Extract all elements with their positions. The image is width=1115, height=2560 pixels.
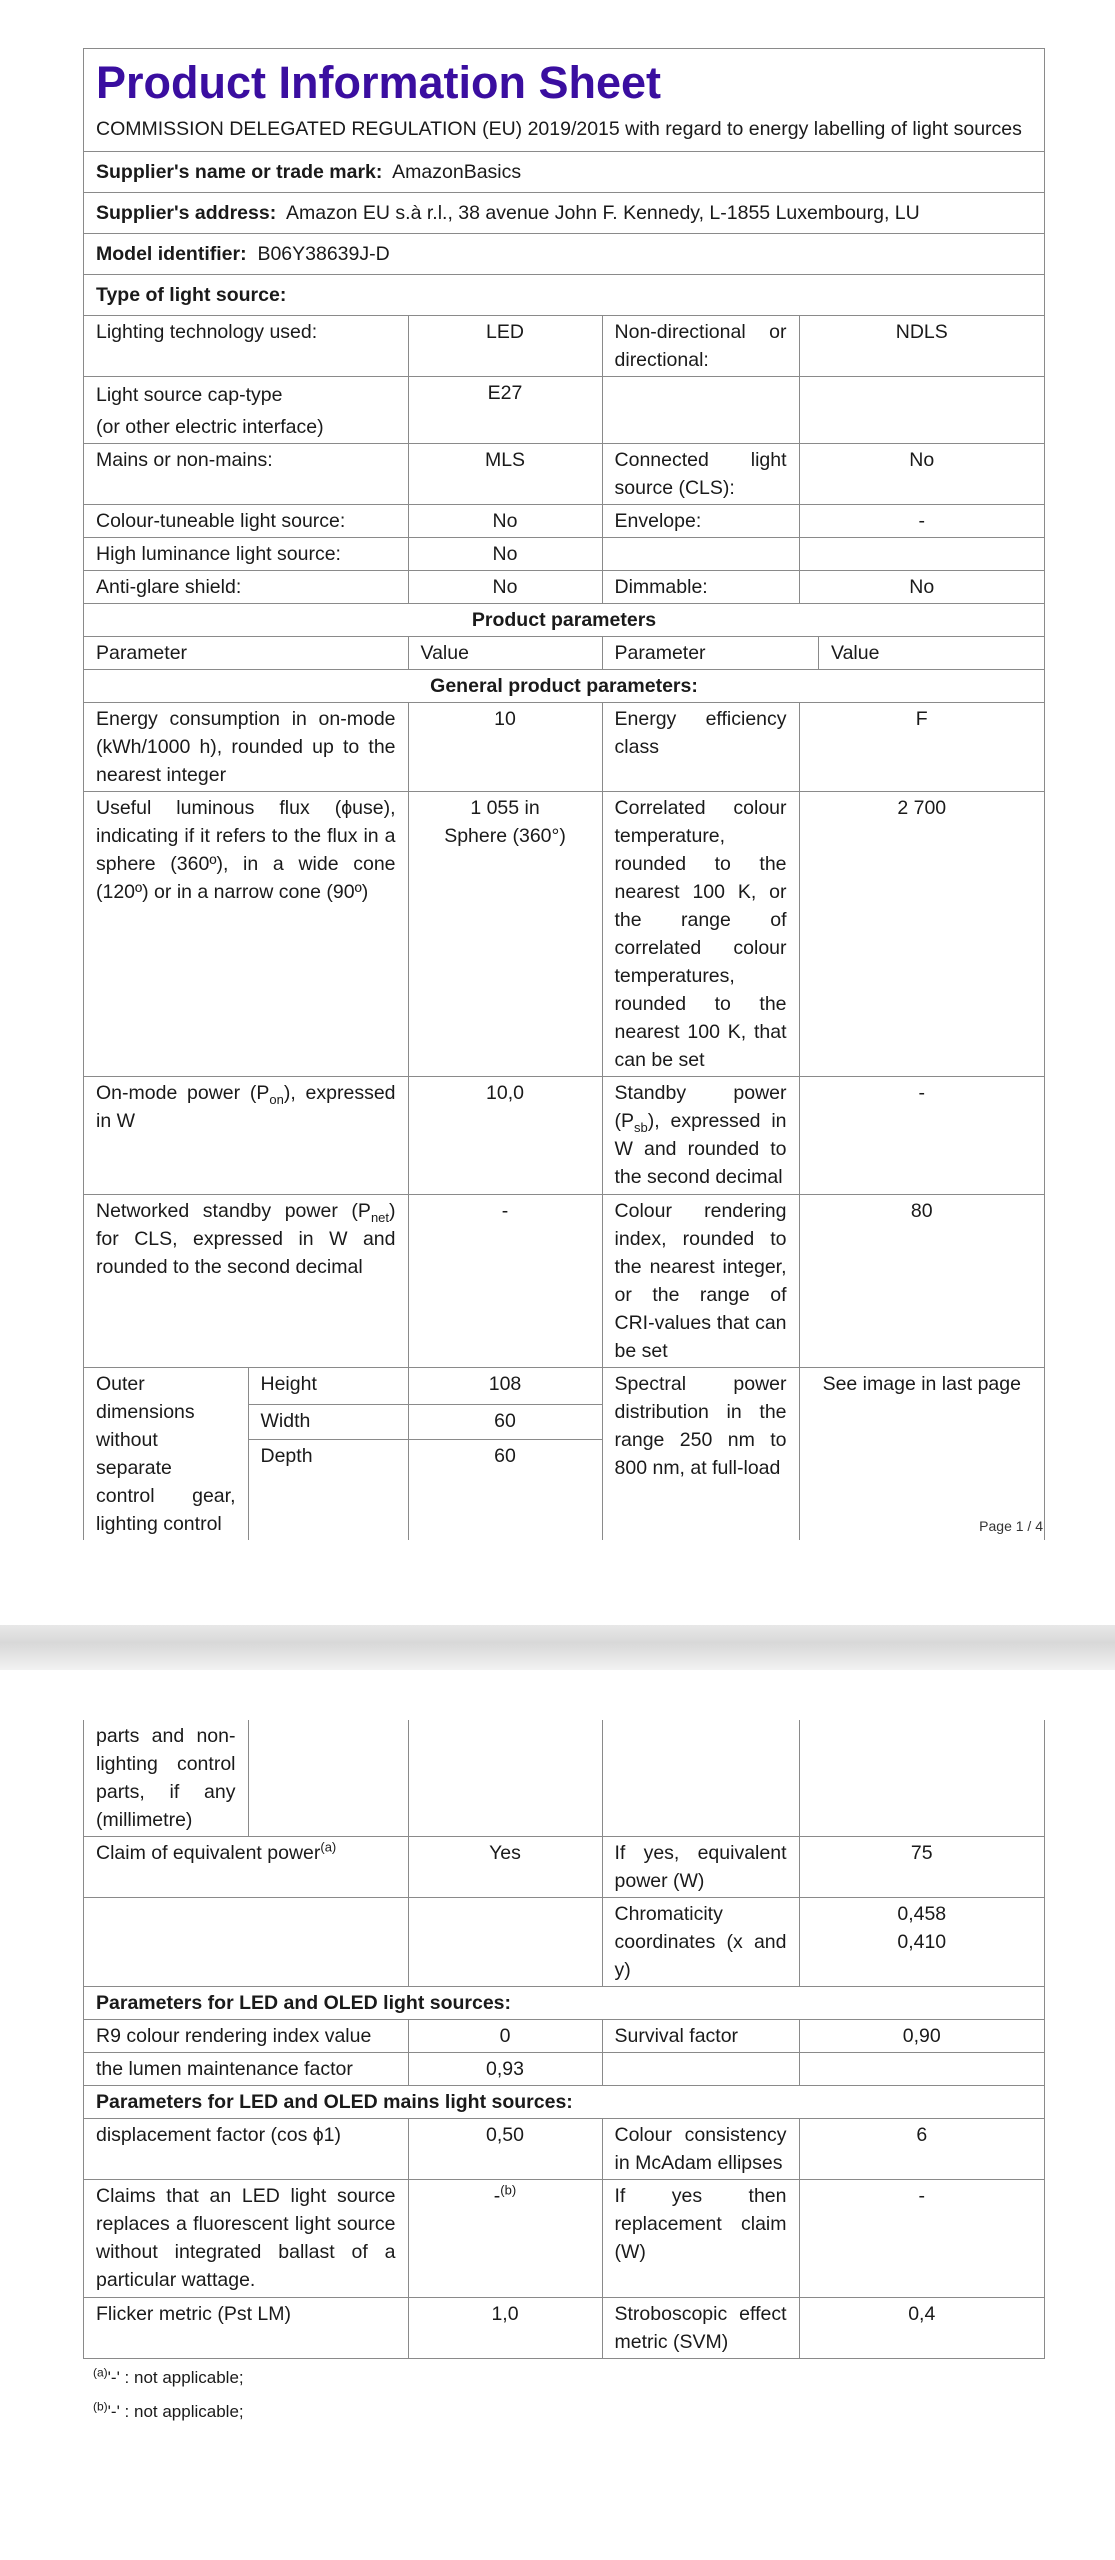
outer-dimensions-label-continued: parts and non-lighting control parts, if any (millimetre): [84, 1720, 248, 1837]
empty-cell: [799, 1720, 1044, 1837]
survival-factor-label: Survival factor: [602, 2020, 799, 2053]
parameters-table-part-2: [84, 1720, 1044, 2359]
standby-power-label-part: ), expressed in W and rounded to the second decimal: [614, 1110, 787, 1188]
info-sheet-part-1: [83, 48, 1045, 1540]
spectral-distribution-value: See image in last page: [799, 1368, 1044, 1541]
table-row: [84, 792, 1044, 1077]
dimmable-label: Dimmable:: [602, 571, 799, 604]
equivalent-power-claim-value: Yes: [408, 1837, 602, 1898]
column-header-parameter-2: Parameter: [603, 637, 819, 669]
colour-rendering-label: Colour rendering index, rounded to the nearest integer, or the range of CRI-values that can be set: [602, 1195, 799, 1368]
chromaticity-value: [799, 1898, 1044, 1987]
equivalent-power-claim-text: Claim of equivalent power: [96, 1842, 321, 1864]
luminous-flux-label: Useful luminous flux (ϕuse), indicating if it refers to the flux in a sphere (360º), in a wide cone (120º) or in a narrow cone (90º): [84, 792, 408, 1077]
column-header-pair: [602, 637, 1044, 670]
standby-power-label-part: Standby power (P: [614, 1082, 787, 1132]
page-separator: [0, 1625, 1115, 1670]
empty-cell: [602, 1720, 799, 1837]
cap-type-label: [84, 377, 408, 444]
colour-consistency-label: Colour consistency in McAdam ellipses: [602, 2119, 799, 2180]
spectral-distribution-label: Spectral power distribution in the range 250 nm to 800 nm, at full-load: [602, 1368, 799, 1541]
supplier-name-label: Supplier's name or trade mark:: [96, 161, 383, 183]
height-value: 108: [409, 1368, 602, 1405]
dimmable-value: No: [799, 571, 1044, 604]
networked-standby-label-part: Networked standby power (P: [96, 1200, 371, 1222]
empty-cell: [602, 538, 799, 571]
footnote-mark-b: (b): [500, 2182, 517, 2198]
general-parameters-heading: General product parameters:: [84, 670, 1044, 703]
table-row: [84, 2053, 1044, 2086]
cls-label: Connected light source (CLS):: [602, 444, 799, 505]
directional-label: Non-directional or directional:: [602, 316, 799, 377]
dimension-values-cell: [408, 1368, 602, 1541]
led-parameters-heading: Parameters for LED and OLED light sources:: [84, 1987, 1044, 2020]
high-luminance-value: No: [408, 538, 602, 571]
table-row: [84, 2086, 1044, 2119]
table-row: [84, 1987, 1044, 2020]
energy-class-label: Energy efficiency class: [602, 703, 799, 792]
networked-standby-value: -: [408, 1195, 602, 1368]
width-value: 60: [409, 1405, 602, 1440]
standby-power-label: [602, 1077, 799, 1195]
empty-cell: [602, 377, 799, 444]
table-row: [84, 505, 1044, 538]
lighting-technology-label: Lighting technology used:: [84, 316, 408, 377]
on-mode-power-value: 10,0: [408, 1077, 602, 1195]
table-row: [84, 2298, 1044, 2359]
energy-class-value: F: [799, 703, 1044, 792]
colour-tuneable-value: No: [408, 505, 602, 538]
replacement-claim-value: -: [799, 2180, 1044, 2298]
light-source-type-label: Type of light source:: [96, 284, 287, 306]
empty-cell: [84, 1898, 408, 1987]
table-row: [84, 1720, 1044, 1837]
footnote-a: [93, 2365, 244, 2391]
r9-value: 0: [408, 2020, 602, 2053]
table-row: [84, 1898, 1044, 1987]
r9-label: R9 colour rendering index value: [84, 2020, 408, 2053]
info-sheet-part-2: [83, 1720, 1045, 2359]
table-row: [84, 377, 1044, 444]
regulation-subtitle: COMMISSION DELEGATED REGULATION (EU) 2019/2015 with regard to energy labelling of light sources: [84, 113, 1044, 152]
table-row: [84, 2020, 1044, 2053]
displacement-factor-label: displacement factor (cos ϕ1): [84, 2119, 408, 2180]
table-row: [84, 571, 1044, 604]
energy-consumption-value: 10: [408, 703, 602, 792]
standby-power-label-sub: sb: [634, 1119, 648, 1135]
document-page-2: [0, 1670, 1115, 2560]
flicker-metric-label: Flicker metric (Pst LM): [84, 2298, 408, 2359]
envelope-value: -: [799, 505, 1044, 538]
mains-label: Mains or non-mains:: [84, 444, 408, 505]
cap-type-label-line-1: Light source cap-type: [96, 384, 283, 406]
model-identifier-row: [84, 234, 1044, 275]
colour-rendering-value: 80: [799, 1195, 1044, 1368]
width-label: Width: [249, 1405, 408, 1440]
outer-dimensions-label: Outer dimensions without separate control gear, lighting control: [84, 1368, 248, 1541]
colour-temperature-value: 2 700: [799, 792, 1044, 1077]
supplier-address-label: Supplier's address:: [96, 202, 277, 224]
survival-factor-value: 0,90: [799, 2020, 1044, 2053]
table-row: [84, 2119, 1044, 2180]
page-number: Page 1 / 4: [979, 1518, 1043, 1534]
footnote-b-mark: (b): [93, 2399, 108, 2414]
chromaticity-y: 0,410: [897, 1931, 947, 1953]
stroboscopic-effect-value: 0,4: [799, 2298, 1044, 2359]
replacement-claim-label: If yes then replacement claim (W): [602, 2180, 799, 2298]
table-row: [84, 538, 1044, 571]
supplier-name-row: [84, 152, 1044, 193]
empty-cell: [602, 2053, 799, 2086]
luminous-flux-value-line-1: 1 055 in: [470, 797, 540, 819]
standby-power-value: -: [799, 1077, 1044, 1195]
energy-consumption-label: Energy consumption in on-mode (kWh/1000 h), rounded up to the nearest integer: [84, 703, 408, 792]
footnote-mark-a: (a): [320, 1839, 337, 1855]
table-row: [84, 703, 1044, 792]
empty-cell: [248, 1720, 408, 1837]
fluorescent-claim-value-text: -: [493, 2185, 501, 2207]
table-row: [84, 1195, 1044, 1368]
networked-standby-label: [84, 1195, 408, 1368]
led-mains-parameters-heading: Parameters for LED and OLED mains light sources:: [84, 2086, 1044, 2119]
equivalent-power-label: If yes, equivalent power (W): [602, 1837, 799, 1898]
fluorescent-claim-value: [408, 2180, 602, 2298]
lighting-technology-value: LED: [408, 316, 602, 377]
anti-glare-value: No: [408, 571, 602, 604]
colour-tuneable-label: Colour-tuneable light source:: [84, 505, 408, 538]
luminous-flux-value: [408, 792, 602, 1077]
light-source-type-row: [84, 275, 1044, 315]
lumen-maintenance-label: the lumen maintenance factor: [84, 2053, 408, 2086]
table-row: [84, 316, 1044, 377]
stroboscopic-effect-label: Stroboscopic effect metric (SVM): [602, 2298, 799, 2359]
directional-value: NDLS: [799, 316, 1044, 377]
table-row: [84, 1837, 1044, 1898]
mains-value: MLS: [408, 444, 602, 505]
chromaticity-x: 0,458: [897, 1903, 947, 1925]
supplier-address-value: Amazon EU s.à r.l., 38 avenue John F. Kennedy, L-1855 Luxembourg, LU: [285, 202, 920, 224]
flicker-metric-value: 1,0: [408, 2298, 602, 2359]
empty-cell: [799, 538, 1044, 571]
fluorescent-claim-label: Claims that an LED light source replaces a fluorescent light source without integrated ballast of a particular wattage.: [84, 2180, 408, 2298]
envelope-label: Envelope:: [602, 505, 799, 538]
inner-header-table: [603, 637, 1045, 669]
column-header-value: Value: [408, 637, 602, 670]
depth-label: Depth: [260, 1445, 313, 1467]
high-luminance-label: High luminance light source:: [84, 538, 408, 571]
footnote-b-text: '-' : not applicable;: [107, 2402, 244, 2421]
displacement-factor-value: 0,50: [408, 2119, 602, 2180]
colour-temperature-label: Correlated colour temperature, rounded to the nearest 100 K, or the range of correlated colour temperatures, rounded to the nearest 100 K, that can be set: [602, 792, 799, 1077]
networked-standby-label-sub: net: [370, 1209, 390, 1225]
cap-type-label-line-2: (or other electric interface): [96, 416, 324, 438]
model-identifier-value: B06Y38639J-D: [257, 243, 390, 265]
table-row: [84, 604, 1044, 637]
product-parameters-heading: Product parameters: [84, 604, 1044, 637]
supplier-name-value: AmazonBasics: [392, 161, 522, 183]
table-row: [84, 670, 1044, 703]
dimension-labels-cell: [248, 1368, 408, 1541]
luminous-flux-value-line-2: Sphere (360°): [444, 825, 566, 847]
equivalent-power-claim-label: [84, 1837, 408, 1898]
anti-glare-label: Anti-glare shield:: [84, 571, 408, 604]
column-header-parameter: Parameter: [84, 637, 408, 670]
table-row: [84, 2180, 1044, 2298]
page-title: Product Information Sheet: [96, 57, 662, 108]
parameters-table-part-1: [84, 315, 1044, 1540]
on-mode-power-label-sub: on: [269, 1091, 284, 1107]
table-row: [84, 1368, 1044, 1541]
table-row: [84, 1077, 1044, 1195]
empty-cell: [799, 2053, 1044, 2086]
table-row: [84, 444, 1044, 505]
on-mode-power-label-part: ), expressed in W: [96, 1082, 396, 1132]
footnote-a-mark: (a): [93, 2365, 108, 2380]
on-mode-power-label: [84, 1077, 408, 1195]
equivalent-power-value: 75: [799, 1837, 1044, 1898]
table-header-row: [84, 637, 1044, 670]
column-header-value-2: Value: [831, 642, 880, 664]
supplier-address-row: [84, 193, 1044, 234]
on-mode-power-label-part: On-mode power (P: [96, 1082, 270, 1104]
empty-cell: [408, 1898, 602, 1987]
footnote-a-text: '-' : not applicable;: [107, 2368, 244, 2387]
empty-cell: [408, 1720, 602, 1837]
chromaticity-label: Chromaticity coordinates (x and y): [602, 1898, 799, 1987]
footnote-b: [93, 2399, 244, 2425]
model-identifier-label: Model identifier:: [96, 243, 247, 265]
cls-value: No: [799, 444, 1044, 505]
networked-standby-label-part: ) for CLS, expressed in W and rounded to the second decimal: [96, 1200, 396, 1278]
lumen-maintenance-value: 0,93: [408, 2053, 602, 2086]
depth-value: 60: [494, 1445, 516, 1467]
cap-type-value: E27: [408, 377, 602, 444]
height-label: Height: [249, 1368, 408, 1405]
colour-consistency-value: 6: [799, 2119, 1044, 2180]
empty-cell: [799, 377, 1044, 444]
